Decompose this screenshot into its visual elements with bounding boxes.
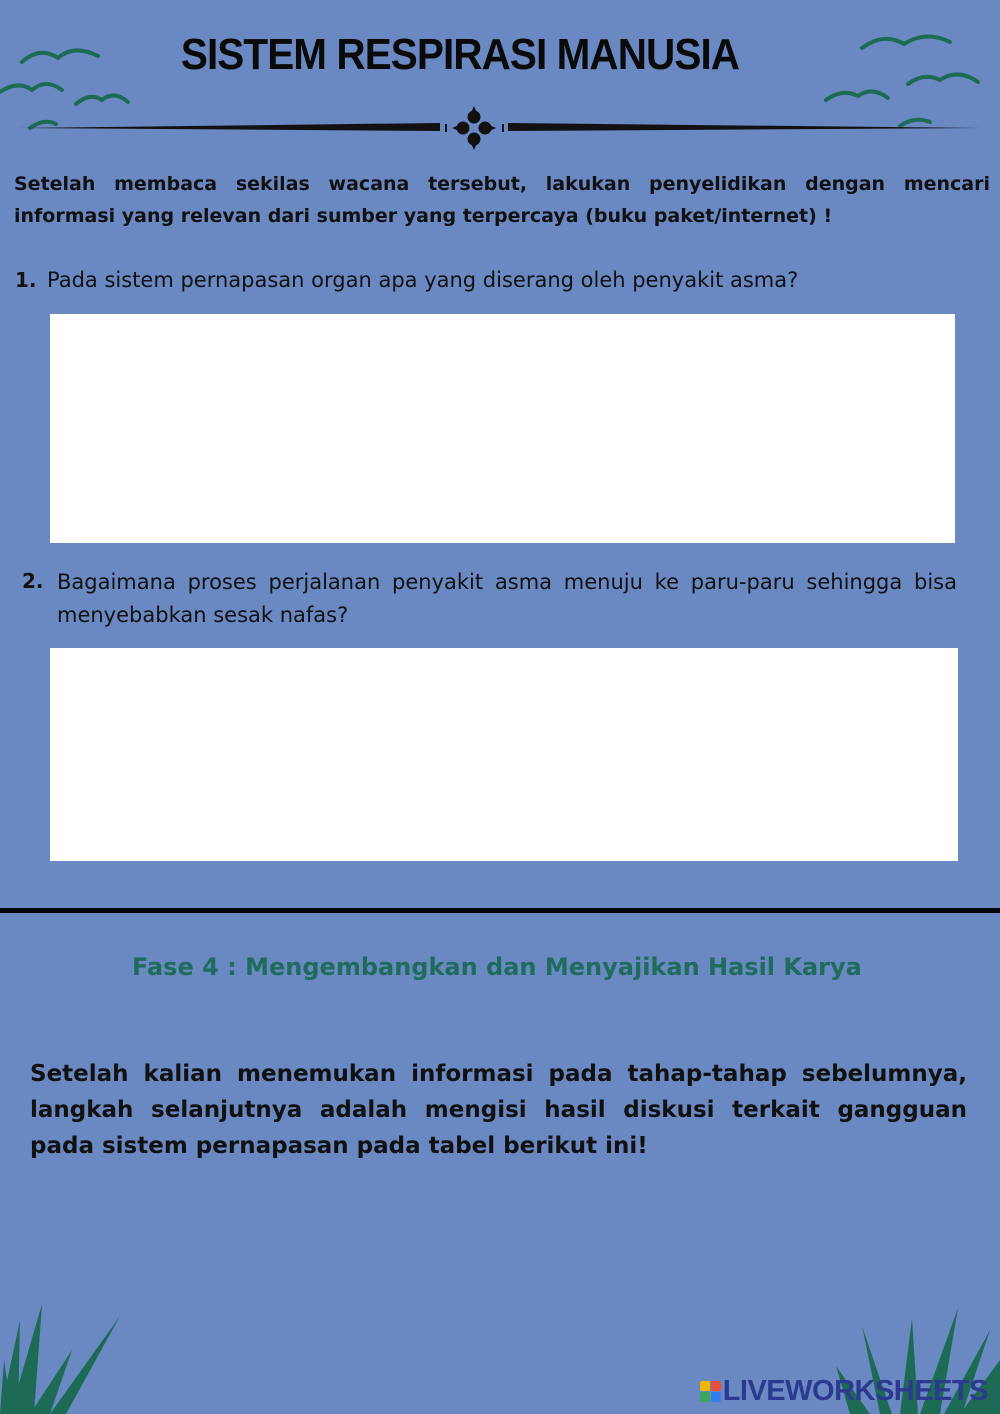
header-decoration bbox=[0, 0, 1000, 160]
answer-box-1[interactable] bbox=[50, 314, 955, 543]
logo-icon bbox=[700, 1381, 721, 1402]
intro-instruction: Setelah membaca sekilas wacana tersebut, lakukan penyelidikan dengan mencari informasi yang relevan dari sumber yang terpercaya (buku paket/internet) ! bbox=[14, 173, 990, 227]
phase-instruction: Setelah kalian menemukan informasi pada tahap-tahap sebelumnya, langkah selanjutnya adalah mengisi hasil diskusi terkait gangguan pada sistem pernapasan pada tabel berikut ini! bbox=[30, 1061, 967, 1159]
bird-icon bbox=[30, 122, 56, 128]
question-2-text: Bagaimana proses perjalanan penyakit asma menuju ke paru-paru sehingga bisa menyebabkan sesak nafas? bbox=[57, 570, 957, 627]
ornament-divider bbox=[18, 106, 982, 150]
answer-box-2[interactable] bbox=[50, 648, 958, 861]
bird-icon bbox=[76, 95, 128, 104]
liveworksheets-logo bbox=[700, 1376, 988, 1406]
phase-heading: Fase 4 : Mengembangkan dan Menyajikan Hasil Karya bbox=[132, 953, 862, 981]
section-divider bbox=[0, 908, 1000, 913]
bird-icon bbox=[900, 120, 930, 126]
page-title: SISTEM RESPIRASI MANUSIA bbox=[180, 30, 740, 79]
bird-icon bbox=[908, 74, 978, 84]
question-1-text: Pada sistem pernapasan organ apa yang diserang oleh penyakit asma? bbox=[47, 268, 799, 292]
question-1-number: 1. bbox=[15, 268, 37, 292]
logo-text: LIVEWORKSHEETS bbox=[722, 1374, 988, 1407]
bird-icon bbox=[0, 84, 62, 92]
question-2-number: 2. bbox=[22, 569, 44, 593]
bird-icon bbox=[826, 91, 888, 100]
